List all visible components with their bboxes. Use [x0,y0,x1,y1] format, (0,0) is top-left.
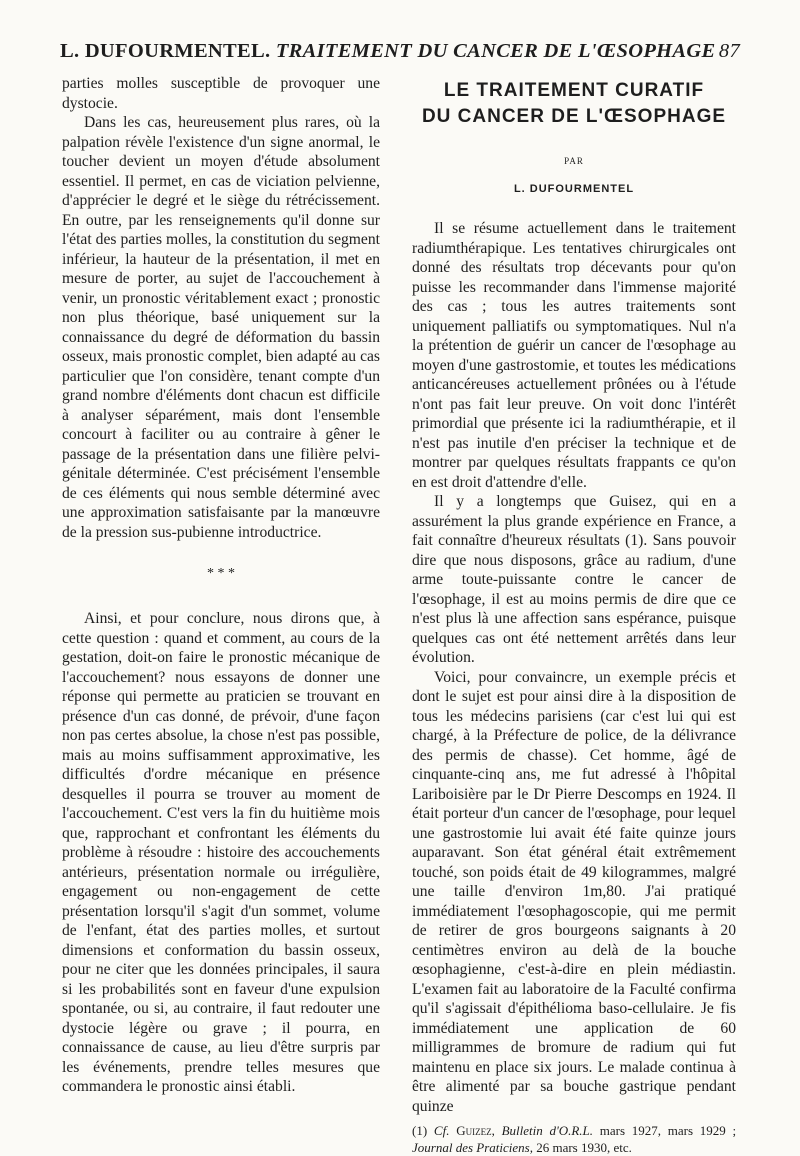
page-number: 87 [718,40,740,62]
left-paragraph-3: Ainsi, et pour conclure, nous dirons que, à cette question : quand et comment, au cours de la gestation, doit-on faire le pronostic mécanique de l'accouchement? nous essayons de donner une réponse qui permette au praticien se trouvant en présence d'un cas donné, de prévoir, d'une façon non pas certes absolue, la chose n'est pas possible, mais au moins suffisamment approximative, les difficultés d'ordre mécanique en présence desquelles il pourra se trouver au moment de l'accouchement. C'est vers la fin du huitième mois que, rapprochant et confrontant les éléments du problème à résoudre : histoire des accouchements antérieurs, présentation normale ou irrégulière, engagement ou non-engagement de cette présentation lorsqu'il s'agit d'un sommet, volume de l'enfant, état des parties molles, et surtout dimensions et conformation du bassin osseux, pour ne citer que les données principales, il saura si les probabilités sont en faveur d'une expulsion spontanée, ou si, au contraire, il faut redouter une dystocie légère ou grave ; il pourra, en connaissance de cause, au lieu d'être surpris par les événements, prendre telles mesures que commandera le pronostic ainsi établi. [62,610,380,1095]
running-head [60,40,740,72]
article-title-line-1: LE TRAITEMENT CURATIF [443,80,705,101]
footnote-name: Guizez, [456,1123,495,1138]
footnote-dates-1: mars 1927, mars 1929 ; [599,1123,737,1138]
right-paragraph-1: Il se résume actuellement dans le traitement radiumthérapique. Les tentatives chirurgicales ont donné des résultats trop décevants pour qu'on puisse les recommander dans l'immense majorité des cas ; tous les autres traitements sont uniquement palliatifs ou symptomatiques. Nul n'a la prétention de guérir un cancer de l'œsophage au moyen d'une gastrostomie, et toutes les médications anticancéreuses actuellement prônées ou à l'étude n'ont pas fait leur preuve. On voit donc l'intérêt primordial que présente ici la radiumthérapie, et il n'est pas inutile d'en préciser la technique et de montrer par quelques résultats frappants ce qu'on en est droit d'attendre d'elle. [412,220,736,491]
left-paragraph-1: parties molles susceptible de provoquer une dystocie. [62,75,380,112]
article-title-line-2: DU CANCER DE L'ŒSOPHAGE [421,106,727,127]
byline-author: L. DUFOURMENTEL [513,182,635,195]
footnote-mark: (1) [412,1123,428,1138]
right-column [412,74,736,1156]
footnote-dates-2: 26 mars 1930, etc. [536,1140,632,1155]
footnote-journal-1: Bulletin d'O.R.L. [501,1123,594,1138]
footnote [412,1122,736,1156]
byline-par: PAR [564,156,584,166]
running-head-title: TRAITEMENT DU CANCER DE L'ŒSOPHAGE [275,40,716,62]
article-title [412,78,736,130]
right-paragraph-2: Il y a longtemps que Guisez, qui en a assurément la plus grande expérience en France, a fait connaître d'heureux résultats (1). Sans pouvoir dire que nous disposons, grâce au radium, d'une arme toute-puissante contre le cancer de l'œsophage, il est au moins permis de dire que ce n'est plus là une affection sans espérance, puisque quelques cas ont été nettement arrêtés dans leur évolution. [412,493,736,666]
left-column [62,74,380,1097]
left-paragraph-2: Dans les cas, heureusement plus rares, où la palpation révèle l'existence d'un signe anormal, le toucher devient un moyen d'étude absolument essentiel. Il permet, en cas de viciation pelvienne, d'apprécier le degré et le siège du rétrécissement. En outre, par les renseignements qu'il donne sur l'état des parties molles, la constitution du segment inférieur, la hauteur de la présentation, il met en mesure de porter, au sujet de l'accouchement à venir, un pronostic véritablement exact ; pronostic non plus théorique, basé uniquement sur la connaissance du degré de déformation du bassin osseux, mais pronostic complet, bien adapté au cas particulier que l'on considère, tenant compte d'un grand nombre d'éléments dont chacun est difficile à analyser séparément, mais dont l'ensemble concourt à faciliter ou au contraire à gêner le passage de la présentation dans une filière pelvi-génitale déterminée. C'est précisément l'ensemble de ces éléments qui nous semble déterminé avec une approximation satisfaisante par la manœuvre de la pression sus-pubienne introductrice. [62,114,380,541]
footnote-journal-2: Journal des Praticiens, [412,1140,533,1155]
right-paragraph-3: Voici, pour convaincre, un exemple précis et dont le sujet est pour ainsi dire à la disposition de tous les médecins parisiens (car c'est lui qui est chargé, à la Préfecture de police, de la délivrance des permis de chasse). Cet homme, âgé de cinquante-cinq ans, me fut adressé à l'hôpital Lariboisière par le Dr Pierre Descomps en 1924. Il était porteur d'un cancer de l'œsophage, pour lequel une gastrostomie lui avait été faite quinze jours auparavant. Son état général était extrêmement touché, son poids était de 49 kilogrammes, malgré une taille d'environ 1m,80. J'ai pratiqué immédiatement l'œsophagoscopie, qui me permit de retirer de gros bourgeons saignants à 20 centimètres environ au delà de la bouche œsophagienne, c'est-à-dire en plein médiastin. L'examen fait au laboratoire de la Faculté confirma qu'il s'agissait d'épithélioma baso-cellulaire. Je fis immédiatement une application de 60 milligrammes de bromure de radium qui fut maintenu en place six jours. Le malade continua à être alimenté par sa bouche gastrique pendant quinze [412,668,736,1115]
asterism-separator: * * * [207,566,235,581]
footnote-cf: Cf. [433,1123,450,1138]
running-head-author: L. DUFOURMENTEL. [60,40,271,62]
